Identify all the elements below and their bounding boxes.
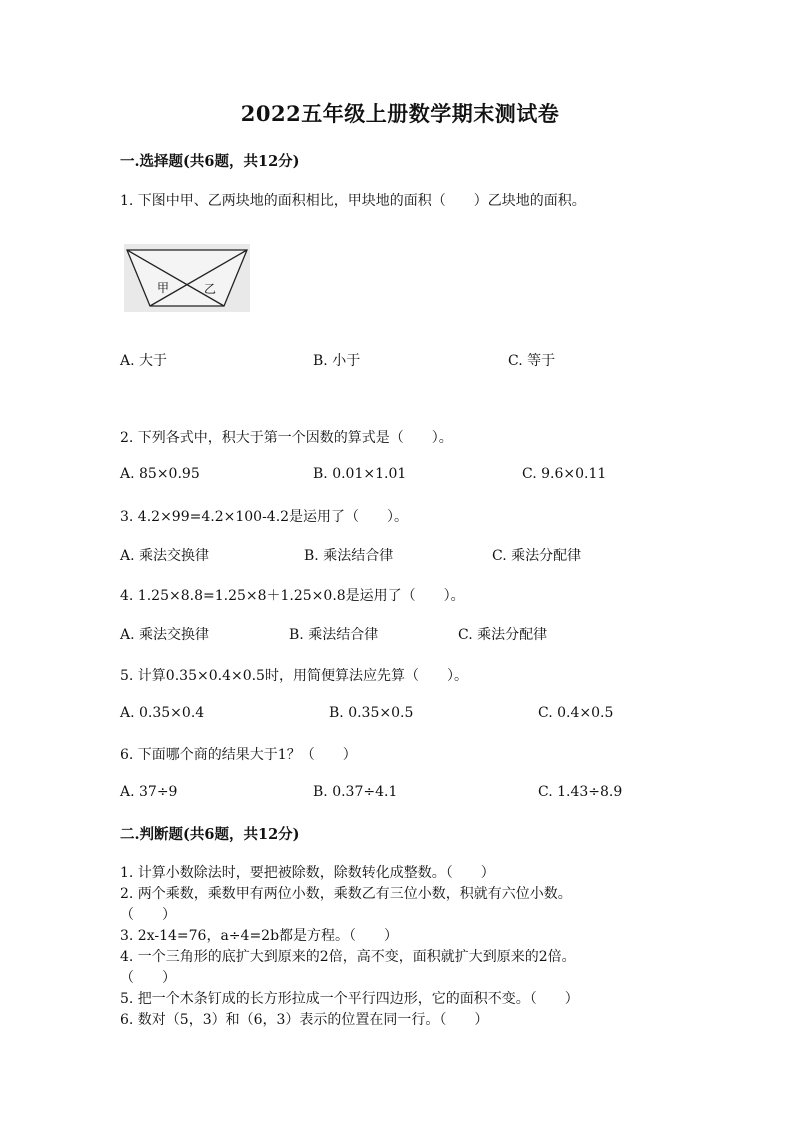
question-4: 4. 1.25×8.8=1.25×8＋1.25×0.8是运用了（ ）。 xyxy=(120,588,465,604)
question-1: 1. 下图中甲、乙两块地的面积相比，甲块地的面积（ ）乙块地的面积。 xyxy=(120,193,586,209)
judge-item-1: 1. 计算小数除法时，要把被除数，除数转化成整数。（ ） xyxy=(120,865,495,881)
question-5: 5. 计算0.35×0.4×0.5时，用简便算法应先算（ ）。 xyxy=(120,668,468,684)
question-3: 3. 4.2×99=4.2×100-4.2是运用了（ ）。 xyxy=(120,509,409,525)
judge-item-3: 3. 2x-14=76，a÷4=2b都是方程。（ ） xyxy=(120,928,399,944)
q1-option-c[interactable]: C. 等于 xyxy=(508,353,556,369)
q2-option-a[interactable]: A. 85×0.95 xyxy=(120,466,200,482)
question-2: 2. 下列各式中，积大于第一个因数的算式是（ ）。 xyxy=(120,430,453,446)
q5-option-b[interactable]: B. 0.35×0.5 xyxy=(329,705,414,721)
q1-option-b[interactable]: B. 小于 xyxy=(313,353,361,369)
section-1-heading: 一.选择题(共6题，共12分) xyxy=(120,153,300,170)
q6-option-b[interactable]: B. 0.37÷4.1 xyxy=(313,784,398,800)
q6-option-c[interactable]: C. 1.43÷8.9 xyxy=(538,784,623,800)
q4-option-a[interactable]: A. 乘法交换律 xyxy=(120,627,210,643)
q4-option-b[interactable]: B. 乘法结合律 xyxy=(289,627,379,643)
q6-option-a[interactable]: A. 37÷9 xyxy=(120,784,178,800)
section-2-heading: 二.判断题(共6题，共12分) xyxy=(120,826,300,843)
question-6: 6. 下面哪个商的结果大于1？（ ） xyxy=(120,747,357,763)
judge-item-2-blank: （ ） xyxy=(120,907,176,923)
q3-option-c[interactable]: C. 乘法分配律 xyxy=(492,548,582,564)
judge-item-2: 2. 两个乘数，乘数甲有两位小数，乘数乙有三位小数，积就有六位小数。 xyxy=(120,886,572,902)
page-title: 2022五年级上册数学期末测试卷 xyxy=(240,101,560,126)
q3-option-b[interactable]: B. 乘法结合律 xyxy=(304,548,394,564)
q2-option-b[interactable]: B. 0.01×1.01 xyxy=(313,466,407,482)
judge-item-5: 5. 把一个木条钉成的长方形拉成一个平行四边形，它的面积不变。（ ） xyxy=(120,991,579,1007)
q2-option-c[interactable]: C. 9.6×0.11 xyxy=(522,466,607,482)
figure-label-jia: 甲 xyxy=(157,281,170,295)
q4-option-c[interactable]: C. 乘法分配律 xyxy=(458,627,548,643)
q3-option-a[interactable]: A. 乘法交换律 xyxy=(120,548,210,564)
judge-item-4: 4. 一个三角形的底扩大到原来的2倍，高不变，面积就扩大到原来的2倍。 xyxy=(120,949,576,965)
judge-item-6: 6. 数对（5，3）和（6，3）表示的位置在同一行。（ ） xyxy=(120,1012,489,1028)
q1-option-a[interactable]: A. 大于 xyxy=(120,353,168,369)
q5-option-c[interactable]: C. 0.4×0.5 xyxy=(538,705,614,721)
trapezoid-figure xyxy=(124,244,250,312)
figure-label-yi: 乙 xyxy=(204,282,217,296)
q5-option-a[interactable]: A. 0.35×0.4 xyxy=(120,705,205,721)
judge-item-4-blank: （ ） xyxy=(120,970,176,986)
